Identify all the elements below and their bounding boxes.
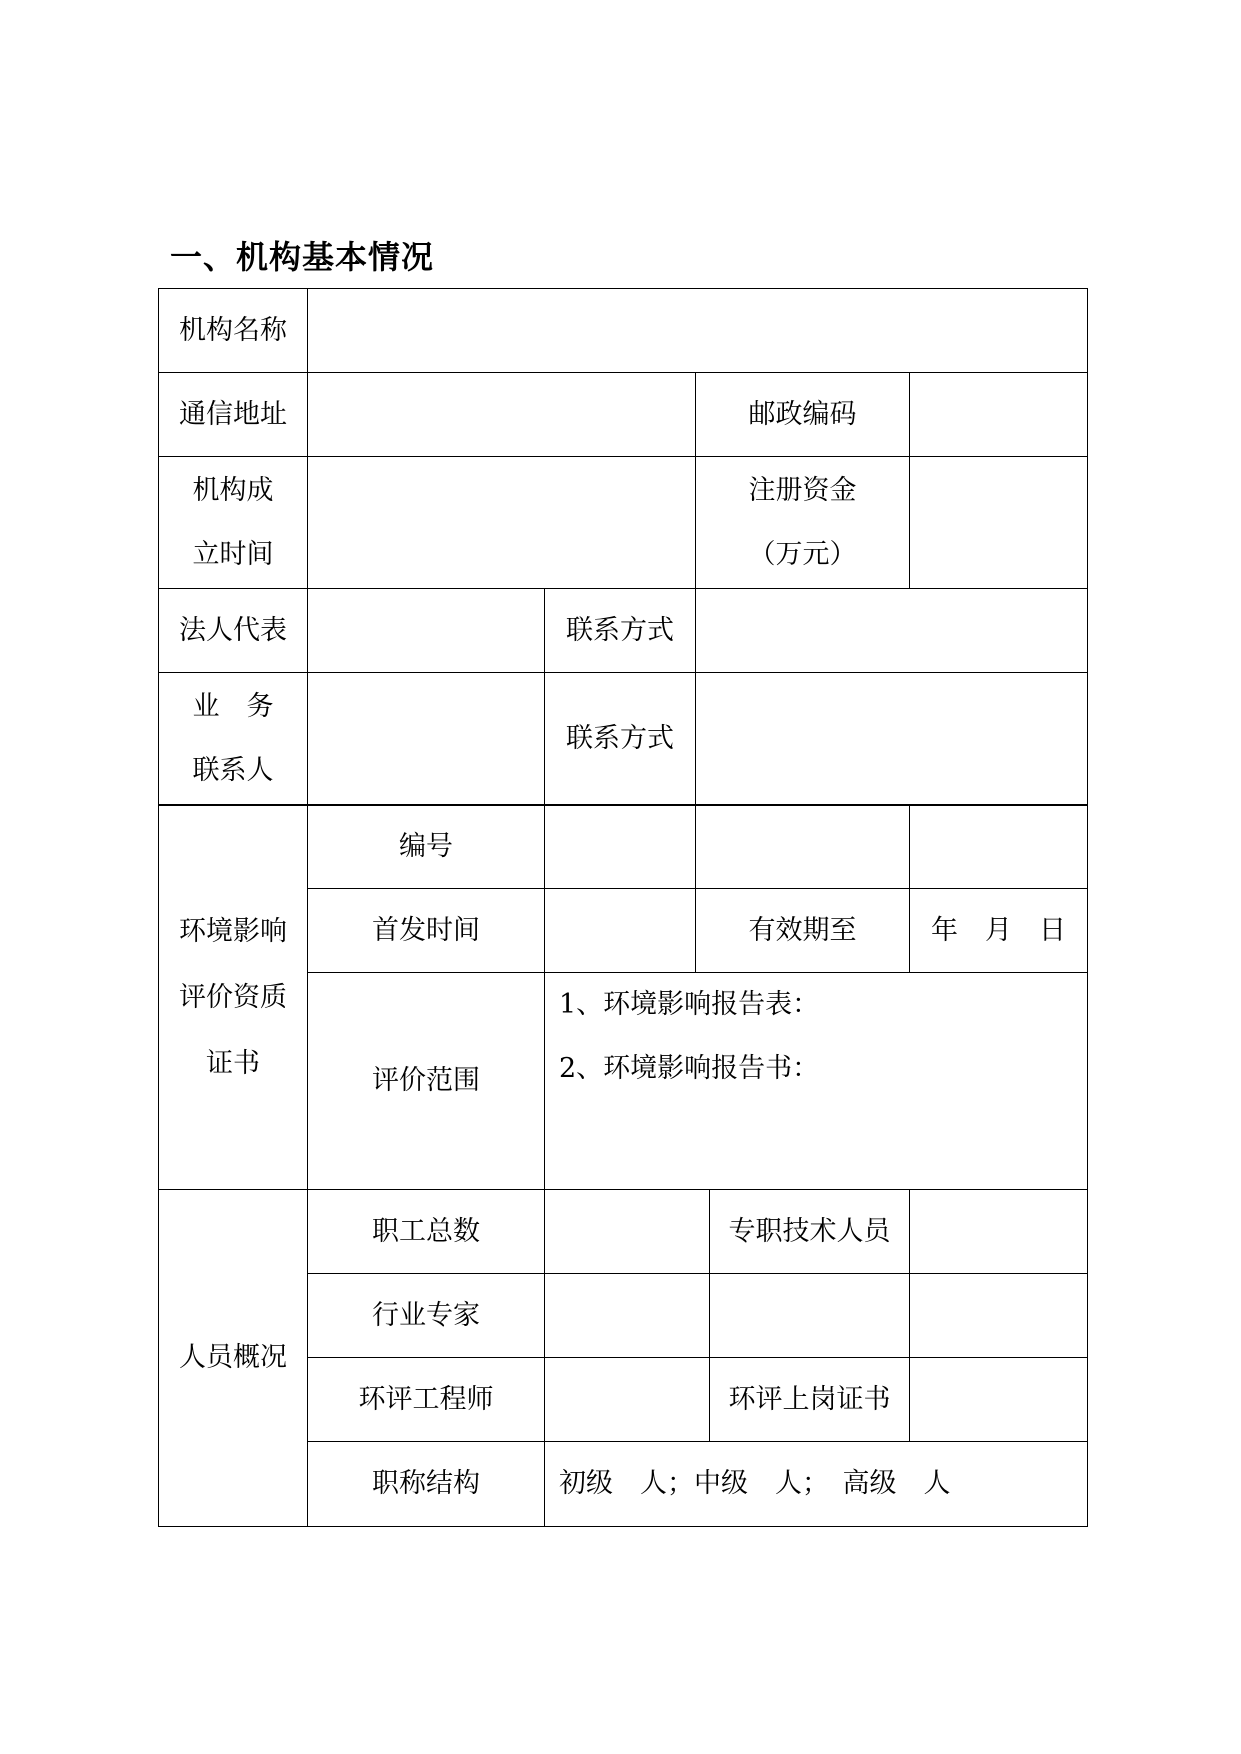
staff-group-label: 人员概况 — [158, 1189, 308, 1527]
institution-name-field[interactable] — [307, 288, 1088, 373]
section-title: 一、机构基本情况 — [170, 238, 435, 276]
total-staff-label: 职工总数 — [307, 1189, 545, 1274]
issue-date-label: 首发时间 — [307, 888, 545, 973]
scope-item-report-book: 2、环境影响报告书： — [559, 1053, 820, 1084]
legal-rep-label: 法人代表 — [158, 588, 308, 673]
title-structure-label: 职称结构 — [307, 1441, 545, 1527]
evaluation-scope-label: 评价范围 — [307, 972, 545, 1190]
industry-experts-field-1[interactable] — [544, 1273, 710, 1358]
founded-date-label — [158, 456, 308, 589]
registered-capital-field[interactable] — [909, 456, 1088, 589]
business-contact-label-line2: 联系人 — [192, 754, 274, 786]
eia-engineers-field[interactable] — [544, 1357, 710, 1442]
eia-post-cert-label: 环评上岗证书 — [709, 1357, 910, 1442]
certificate-group-label — [158, 804, 308, 1190]
founded-date-field[interactable] — [307, 456, 696, 589]
eia-post-cert-field[interactable] — [909, 1357, 1088, 1442]
valid-until-field[interactable]: 年 月 日 — [909, 888, 1088, 973]
technical-staff-label: 专职技术人员 — [709, 1189, 910, 1274]
evaluation-scope-field[interactable] — [544, 972, 1088, 1190]
industry-experts-field-2[interactable] — [709, 1273, 910, 1358]
business-contact-field[interactable] — [307, 672, 545, 805]
certificate-number-field-3[interactable] — [909, 804, 1088, 889]
business-contact-label — [158, 672, 308, 805]
address-label: 通信地址 — [158, 372, 308, 457]
certificate-group-label-line1: 环境影响 — [179, 915, 287, 947]
address-field[interactable] — [307, 372, 696, 457]
registered-capital-label-line2: （万元） — [748, 538, 857, 570]
postcode-field[interactable] — [909, 372, 1088, 457]
institution-name-label: 机构名称 — [158, 288, 308, 373]
business-contact-method-label: 联系方式 — [544, 672, 696, 805]
business-contact-label-line1: 业 务 — [192, 690, 274, 722]
postcode-label: 邮政编码 — [695, 372, 910, 457]
valid-until-label: 有效期至 — [695, 888, 910, 973]
industry-experts-label: 行业专家 — [307, 1273, 545, 1358]
certificate-group-label-line3: 证书 — [206, 1047, 260, 1079]
legal-rep-field[interactable] — [307, 588, 545, 673]
scope-item-report-form: 1、环境影响报告表： — [559, 989, 820, 1020]
industry-experts-field-3[interactable] — [909, 1273, 1088, 1358]
eia-engineers-label: 环评工程师 — [307, 1357, 545, 1442]
issue-date-field[interactable] — [544, 888, 696, 973]
certificate-number-field-2[interactable] — [695, 804, 910, 889]
business-contact-method-field[interactable] — [695, 672, 1088, 805]
certificate-number-label: 编号 — [307, 804, 545, 889]
total-staff-field[interactable] — [544, 1189, 710, 1274]
certificate-group-label-line2: 评价资质 — [179, 981, 287, 1013]
founded-date-label-line2: 立时间 — [192, 538, 274, 570]
technical-staff-field[interactable] — [909, 1189, 1088, 1274]
title-structure-field[interactable]: 初级 人；中级 人； 高级 人 — [544, 1441, 1088, 1527]
legal-rep-contact-field[interactable] — [695, 588, 1088, 673]
legal-rep-contact-label: 联系方式 — [544, 588, 696, 673]
registered-capital-label-line1: 注册资金 — [748, 474, 857, 506]
registered-capital-label — [695, 456, 910, 589]
founded-date-label-line1: 机构成 — [192, 474, 274, 506]
certificate-number-field-1[interactable] — [544, 804, 696, 889]
